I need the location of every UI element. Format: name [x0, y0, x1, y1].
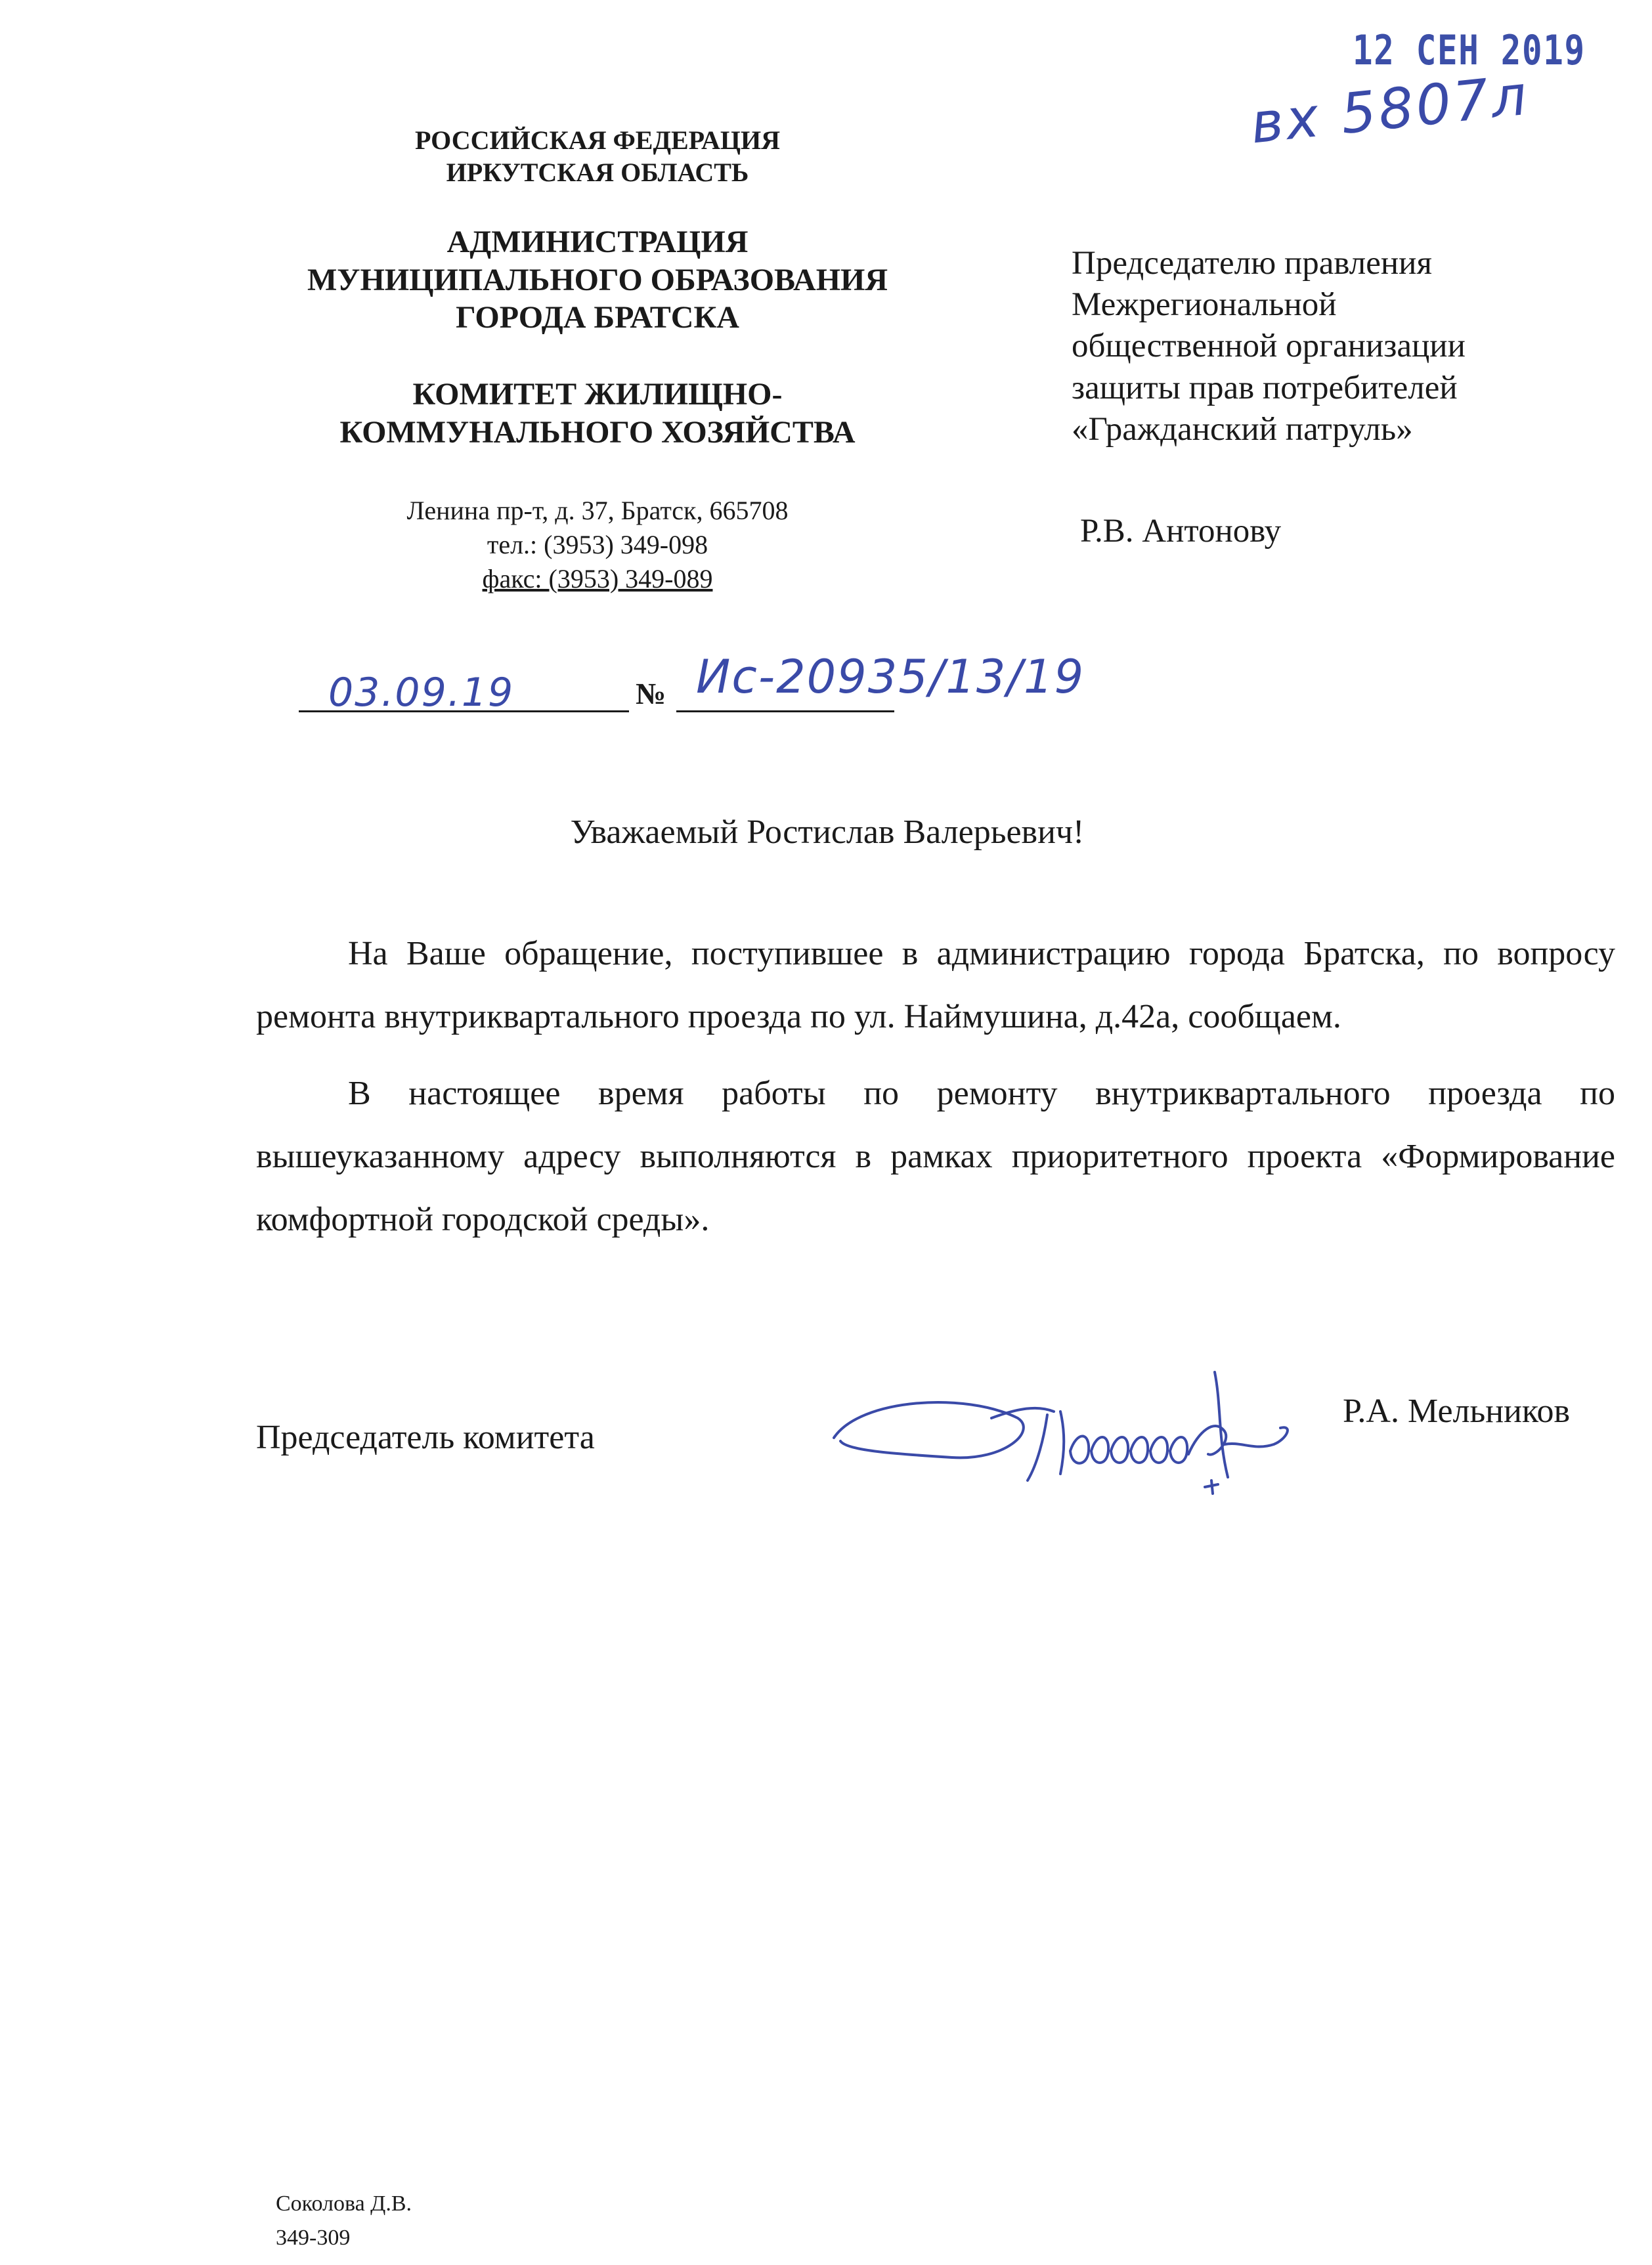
- body-paragraph-1: На Ваше обращение, поступившее в администрацию города Братска, по вопросу ремонта внутриквартального проезда по ул. Наймушина, д.42а, сообщаем.: [256, 935, 1615, 1036]
- letterhead-committee: [197, 376, 998, 451]
- executor-phone: 349-309: [276, 2226, 351, 2250]
- admin-line-2: МУНИЦИПАЛЬНОГО ОБРАЗОВАНИЯ: [307, 262, 888, 297]
- addressee-line-5: «Гражданский патруль»: [1072, 410, 1413, 448]
- outgoing-date-handwritten: 03.09.19: [328, 670, 515, 716]
- received-date-stamp: 12 СЕН 2019: [1353, 26, 1586, 74]
- incoming-number-handwritten: вх 5807л: [1248, 62, 1532, 156]
- committee-line-1: КОМИТЕТ ЖИЛИЩНО-: [412, 377, 783, 412]
- letterhead-contacts: [328, 494, 867, 596]
- addressee-line-1: Председателю правления: [1072, 245, 1432, 282]
- committee-line-2: КОММУНАЛЬНОГО ХОЗЯЙСТВА: [339, 414, 856, 450]
- sender-address: Ленина пр-т, д. 37, Братск, 665708: [406, 496, 789, 525]
- country-line: РОССИЙСКАЯ ФЕДЕРАЦИЯ: [414, 125, 780, 155]
- region-line: ИРКУТСКАЯ ОБЛАСТЬ: [446, 157, 749, 187]
- letterhead-country: [197, 125, 998, 189]
- number-sign: №: [636, 677, 666, 710]
- letterhead-administration: [197, 223, 998, 337]
- number-underline: [676, 710, 894, 712]
- sender-fax: факс: (3953) 349-089: [482, 564, 713, 593]
- sender-phone: тел.: (3953) 349-098: [487, 530, 708, 559]
- addressee-block: [1072, 243, 1610, 450]
- addressee-line-2: Межрегиональной: [1072, 286, 1337, 324]
- body-paragraph-2: В настоящее время работы по ремонту внутриквартального проезда по вышеуказанному адресу выполняются в рамках приоритетного проекта «Формирование комфортной городской среды».: [256, 1075, 1615, 1239]
- signatory-name: Р.А. Мельников: [1343, 1392, 1571, 1430]
- admin-line-3: ГОРОДА БРАТСКА: [456, 300, 739, 335]
- outgoing-number-handwritten: Ис-20935/13/19: [696, 650, 1085, 704]
- salutation: Уважаемый Ростислав Валерьевич!: [570, 813, 1085, 851]
- executor-name: Соколова Д.В.: [276, 2191, 412, 2216]
- addressee-name: Р.В. Антонову: [1080, 513, 1282, 550]
- date-underline: [299, 710, 629, 712]
- addressee-line-3: общественной организации: [1072, 328, 1466, 365]
- signatory-position: Председатель комитета: [256, 1419, 595, 1456]
- admin-line-1: АДМИНИСТРАЦИЯ: [446, 225, 749, 259]
- addressee-line-4: защиты прав потребителей: [1072, 369, 1458, 406]
- handwritten-signature: [821, 1346, 1320, 1523]
